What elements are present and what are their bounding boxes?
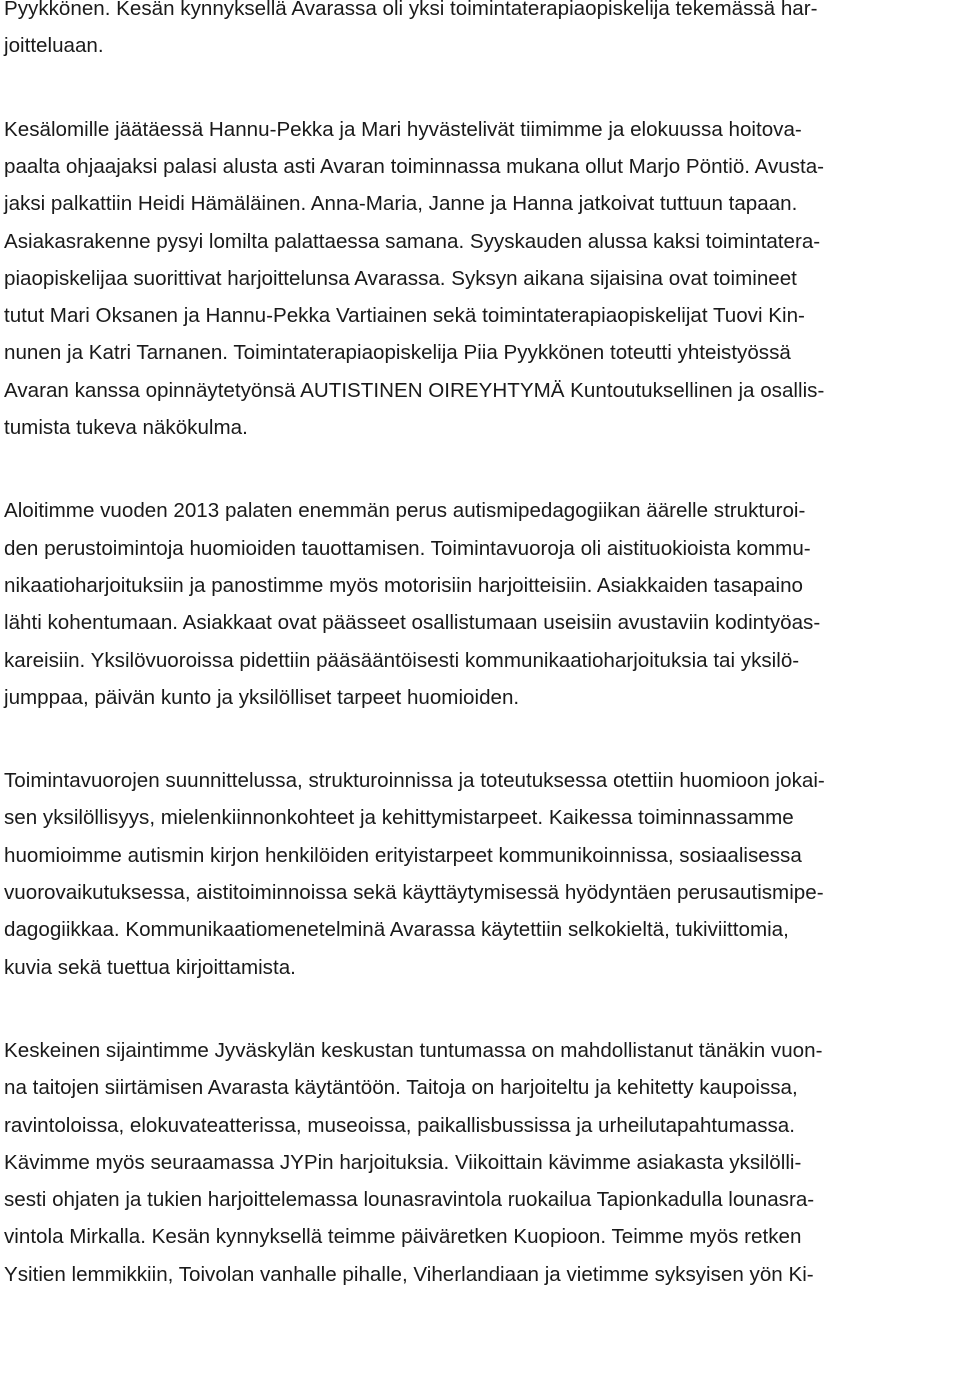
text-line: Pyykkönen. Kesän kynnyksellä Avarassa oli yksi toimintaterapiaopiskelija tekemässä har-: [4, 0, 818, 20]
text-line: jumppaa, päivän kunto ja yksilölliset tarpeet huomioiden.: [4, 685, 520, 709]
text-line: ravintoloissa, elokuvateatterissa, museoissa, paikallisbussissa ja urheilutapahtumassa.: [4, 1113, 795, 1137]
text-line: dagogiikkaa. Kommunikaatiomenetelminä Avarassa käytettiin selkokieltä, tukiviittomia,: [4, 918, 789, 942]
text-line: lähti kohentumaan. Asiakkaat ovat päässeet osallistumaan useisiin avustaviin kodintyöas-: [4, 611, 821, 635]
text-line: den perustoimintoja huomioiden tauottamisen. Toimintavuoroja oli aistituokioista kommu-: [4, 536, 811, 560]
text-line: Kesälomille jäätäessä Hannu-Pekka ja Mari hyvästelivät tiimimme ja elokuussa hoitova-: [4, 117, 802, 141]
text-line: Asiakasrakenne pysyi lomilta palattaessa samana. Syyskauden alussa kaksi toimintatera-: [4, 229, 821, 253]
text-line: na taitojen siirtämisen Avarasta käytäntöön. Taitoja on harjoiteltu ja kehitetty kaupoissa,: [4, 1076, 798, 1100]
text-line: paalta ohjaajaksi palasi alusta asti Avaran toiminnassa mukana ollut Marjo Pöntiö. Avusta-: [4, 154, 825, 178]
text-line: kareisiin. Yksilövuoroissa pidettiin pääsääntöisesti kommunikaatioharjoituksia tai yksilö-: [4, 648, 800, 672]
text-line: Keskeinen sijaintimme Jyväskylän keskustan tuntumassa on mahdollistanut tänäkin vuon-: [4, 1038, 823, 1062]
text-line: Kävimme myös seuraamassa JYPin harjoituksia. Viikoittain kävimme asiakasta yksilölli-: [4, 1150, 802, 1174]
text-line: vuorovaikutuksessa, aistitoiminnoissa sekä käyttäytymisessä hyödyntäen perusautismipe-: [4, 881, 824, 904]
text-line: joitteluaan.: [4, 34, 104, 58]
text-line: tutut Mari Oksanen ja Hannu-Pekka Vartiainen sekä toimintaterapiaopiskelijat Tuovi Kin-: [4, 304, 805, 328]
text-line: huomioimme autismin kirjon henkilöiden erityistarpeet kommunikoinnissa, sosiaalisessa: [4, 843, 802, 867]
text-line: kuvia sekä tuettua kirjoittamista.: [4, 955, 296, 979]
text-line: jaksi palkattiin Heidi Hämäläinen. Anna-Maria, Janne ja Hanna jatkoivat tuttuun tapaan.: [4, 192, 798, 216]
text-line: vintola Mirkalla. Kesän kynnyksellä teimme päiväretken Kuopioon. Teimme myös retken: [4, 1225, 802, 1249]
text-line: nunen ja Katri Tarnanen. Toimintaterapiaopiskelija Piia Pyykkönen toteutti yhteistyössä: [4, 341, 791, 365]
text-line: sen yksilöllisyys, mielenkiinnonkohteet ja kehittymistarpeet. Kaikessa toiminnassamme: [4, 806, 794, 830]
text-line: piaopiskelijaa suorittivat harjoittelunsa Avarassa. Syksyn aikana sijaisina ovat toimineet: [4, 266, 797, 290]
text-line: sesti ohjaten ja tukien harjoittelemassa lounasravintola ruokailua Tapionkadulla lounasra-: [4, 1188, 815, 1212]
text-line: nikaatioharjoituksiin ja panostimme myös motorisiin harjoitteisiin. Asiakkaiden tasapaino: [4, 573, 803, 597]
text-line: tumista tukeva näkökulma.: [4, 416, 248, 439]
text-line: Avaran kanssa opinnäytetyönsä AUTISTINEN OIREYHTYMÄ Kuntoutuksellinen ja osallis-: [4, 378, 825, 402]
text-line: Toimintavuorojen suunnittelussa, strukturoinnissa ja toteutuksessa otettiin huomioon jokai-: [4, 769, 825, 793]
text-line: Aloitimme vuoden 2013 palaten enemmän perus autismipedagogiikan äärelle strukturoi-: [4, 499, 806, 523]
text-line: Ysitien lemmikkiin, Toivolan vanhalle pihalle, Viherlandiaan ja vietimme syksyisen yön Ki-: [4, 1262, 814, 1286]
